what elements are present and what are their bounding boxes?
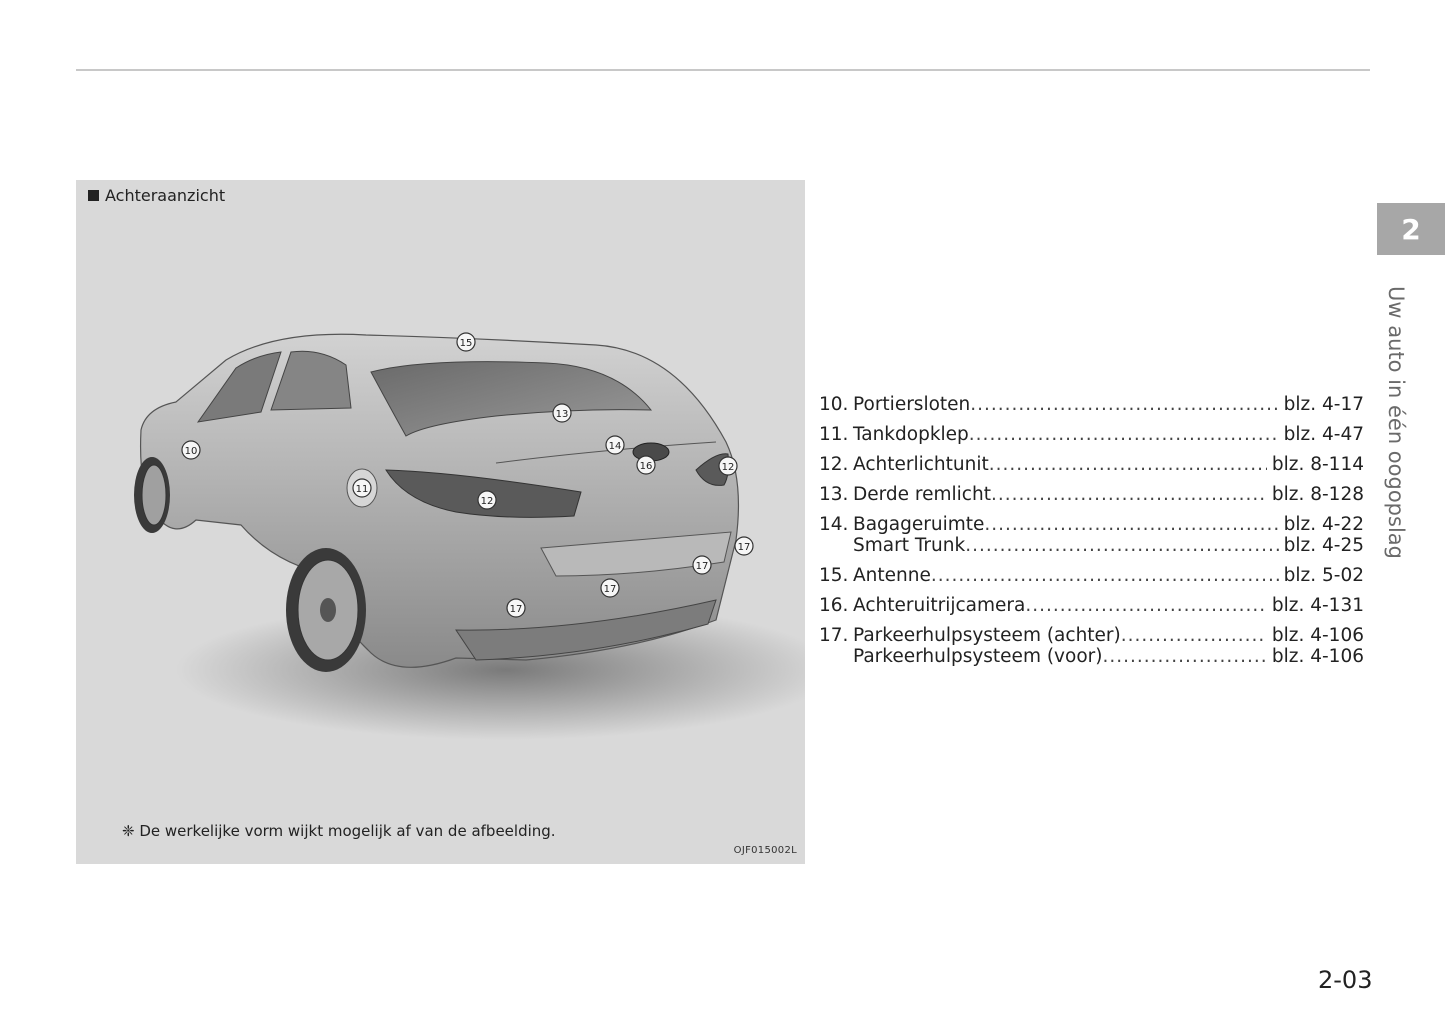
reference-item-11	[819, 424, 1364, 445]
square-bullet-icon	[88, 190, 99, 201]
reference-page: blz. 4-47	[1283, 424, 1364, 445]
reference-line	[819, 565, 1364, 586]
svg-text:15: 15	[459, 338, 473, 349]
callout-10	[182, 441, 200, 459]
reference-page: blz. 4-25	[1283, 535, 1364, 556]
svg-text:16: 16	[639, 461, 653, 472]
reference-label: Achteruitrijcamera	[853, 595, 1026, 616]
callout-17-c	[693, 556, 711, 574]
svg-text:17: 17	[603, 584, 617, 595]
reference-number: 14.	[819, 514, 849, 535]
reference-item-12	[819, 454, 1364, 475]
svg-text:12: 12	[721, 462, 735, 473]
chapter-title	[1378, 286, 1438, 586]
svg-text:17: 17	[695, 561, 709, 572]
figure-heading-text: Achteraanzicht	[105, 186, 226, 205]
reference-label: Achterlichtunit	[853, 454, 989, 475]
reference-list	[819, 394, 1364, 676]
svg-text:13: 13	[555, 409, 569, 420]
reference-item-14	[819, 514, 1364, 556]
reference-line	[819, 394, 1364, 415]
callout-14	[606, 436, 624, 454]
dot-leader	[1121, 625, 1267, 646]
dot-leader	[970, 394, 1278, 415]
reference-label: Parkeerhulpsysteem (achter)	[853, 625, 1121, 646]
reference-page: blz. 8-128	[1271, 484, 1364, 505]
svg-text:11: 11	[355, 484, 369, 495]
reference-label: Portiersloten	[853, 394, 971, 415]
svg-text:17: 17	[509, 604, 523, 615]
reference-number: 11.	[819, 424, 849, 445]
figure-code: OJF015002L	[733, 845, 797, 856]
reference-item-10	[819, 394, 1364, 415]
dot-leader	[1025, 595, 1267, 616]
svg-text:14: 14	[608, 441, 622, 452]
callout-11	[353, 479, 371, 497]
reference-page: blz. 4-131	[1271, 595, 1364, 616]
reference-number: 10.	[819, 394, 849, 415]
reference-page: blz. 4-106	[1271, 646, 1364, 667]
reference-item-13	[819, 484, 1364, 505]
reference-label: Parkeerhulpsysteem (voor)	[853, 646, 1103, 667]
reference-line	[819, 595, 1364, 616]
callout-15	[457, 333, 475, 351]
front-wheel	[134, 457, 170, 533]
callout-13	[553, 404, 571, 422]
callout-16	[637, 456, 655, 474]
reference-number: 16.	[819, 595, 849, 616]
reference-label: Tankdopklep	[853, 424, 969, 445]
chapter-tab: 2	[1377, 203, 1445, 255]
reference-page: blz. 5-02	[1283, 565, 1364, 586]
chapter-title-text: Uw auto in één oogopslag	[1384, 286, 1408, 559]
svg-text:17: 17	[737, 542, 751, 553]
reference-line	[819, 514, 1364, 535]
reference-item-16	[819, 595, 1364, 616]
reference-line	[819, 454, 1364, 475]
reference-label: Bagageruimte	[853, 514, 985, 535]
reference-label: Antenne	[853, 565, 931, 586]
rear-wheel	[286, 548, 366, 672]
dot-leader	[984, 514, 1278, 535]
rear-view-figure	[76, 180, 805, 864]
callout-12-left	[478, 491, 496, 509]
reference-line	[819, 646, 1364, 667]
dot-leader	[969, 424, 1279, 445]
reference-label: Derde remlicht	[853, 484, 991, 505]
reference-number: 17.	[819, 625, 849, 646]
reference-page: blz. 4-17	[1283, 394, 1364, 415]
dot-leader	[991, 484, 1267, 505]
reference-item-15	[819, 565, 1364, 586]
dot-leader	[965, 535, 1278, 556]
reference-item-17	[819, 625, 1364, 667]
top-rule	[76, 69, 1370, 71]
callout-17-d	[735, 537, 753, 555]
callout-17-a	[507, 599, 525, 617]
reference-number: 13.	[819, 484, 849, 505]
reference-line	[819, 625, 1364, 646]
reference-line	[819, 535, 1364, 556]
reference-line	[819, 424, 1364, 445]
dot-leader	[1102, 646, 1266, 667]
callout-17-b	[601, 579, 619, 597]
reference-page: blz. 4-22	[1283, 514, 1364, 535]
svg-text:10: 10	[184, 446, 198, 457]
figure-heading	[88, 186, 225, 205]
reference-number: 15.	[819, 565, 849, 586]
reference-page: blz. 4-106	[1271, 625, 1364, 646]
figure-note: ❈ De werkelijke vorm wijkt mogelijk af van de afbeelding.	[122, 822, 556, 840]
svg-text:12: 12	[480, 496, 494, 507]
dot-leader	[931, 565, 1279, 586]
callout-12-right	[719, 457, 737, 475]
page-number: 2-03	[1318, 966, 1373, 994]
reference-page: blz. 8-114	[1271, 454, 1364, 475]
dot-leader	[989, 454, 1267, 475]
reference-line	[819, 484, 1364, 505]
reference-number: 12.	[819, 454, 849, 475]
reference-label: Smart Trunk	[853, 535, 966, 556]
car-rear-illustration	[76, 180, 805, 864]
